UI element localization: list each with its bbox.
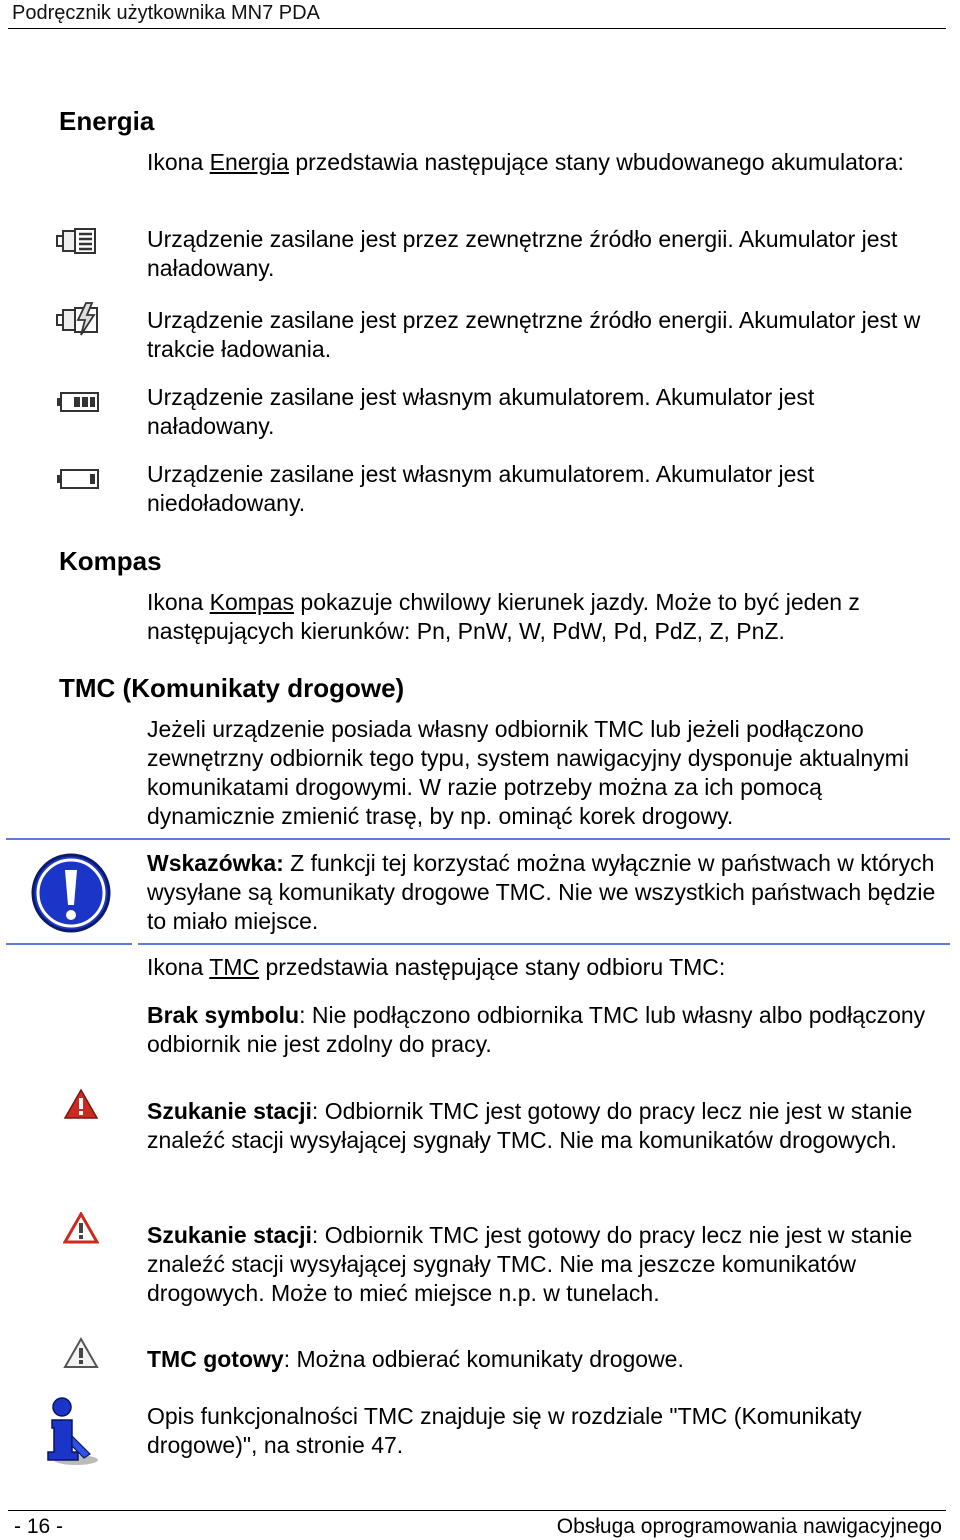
section-heading-tmc: TMC (Komunikaty drogowe) (59, 673, 405, 703)
exclamation-icon (30, 852, 112, 934)
energia-state-3: Urządzenie zasilane jest własnym akumulatorem. Akumulator jest naładowany. (147, 384, 815, 439)
tmc-info: Opis funkcjonalności TMC znajduje się w rozdziale "TMC (Komunikaty drogowe)", na stronie 47. (147, 1403, 862, 1458)
tip-label: Wskazówka: (147, 850, 284, 876)
footer-chapter: Obsługa oprogramowania nawigacyjnego (556, 1515, 942, 1538)
tmc-intro: Jeżeli urządzenie posiada własny odbiornik TMC lub jeżeli podłączono zewnętrzny odbiornik tego typu, system nawigacyjny dysponuje aktualnymi komunikatami drogowymi. W razie potrzeby można za ich pomocą dynamicznie zmienić trasę, by np. ominąć korek drogowy. (147, 716, 909, 829)
tmc-link[interactable]: TMC (209, 954, 260, 980)
tmc-icon-intro: Ikona TMC przedstawia następujące stany odbioru TMC: (147, 954, 726, 980)
energia-intro: Ikona Energia przedstawia następujące stany wbudowanego akumulatora: (147, 149, 904, 175)
warning-red-icon (63, 1088, 99, 1120)
footer-rule (8, 1510, 946, 1511)
kompas-intro: Ikona Kompas pokazuje chwilowy kierunek jazdy. Może to być jeden z następujących kierunków: Pn, PnW, W, PdW, Pd, PdZ, Z, PnZ. (147, 589, 860, 644)
page-number: - 16 - (14, 1515, 64, 1538)
energia-state-4: Urządzenie zasilane jest własnym akumulatorem. Akumulator jest niedoładowany. (147, 461, 815, 516)
section-heading-kompas: Kompas (59, 546, 162, 576)
plug-full-icon (56, 226, 98, 256)
warning-gray-icon (63, 1337, 99, 1369)
battery-full-icon (56, 391, 100, 413)
energia-state-2: Urządzenie zasilane jest przez zewnętrzne źródło energii. Akumulator jest w trakcie ładowania. (147, 307, 921, 362)
tmc-no-symbol: Brak symbolu: Nie podłączono odbiornika TMC lub własny albo podłączony odbiornik nie jest zdolny do pracy. (147, 1002, 926, 1057)
tip-top-rule (6, 838, 950, 840)
plug-charging-icon (56, 302, 100, 336)
energia-state-1: Urządzenie zasilane jest przez zewnętrzne źródło energii. Akumulator jest naładowany. (147, 226, 898, 281)
tmc-state-1: Szukanie stacji: Odbiornik TMC jest gotowy do pracy lecz nie jest w stanie znaleźć stacji wysyłającej sygnały TMC. Nie ma komunikatów drogowych. (147, 1098, 913, 1153)
tip-bottom-rule-left (6, 943, 132, 945)
kompas-link[interactable]: Kompas (209, 589, 295, 615)
tmc-state-2: Szukanie stacji: Odbiornik TMC jest gotowy do pracy lecz nie jest w stanie znaleźć stacji wysyłającej sygnały TMC. Nie ma jeszcze komunikatów drogowych. Może to mieć miejsce n.p. w tunelach. (147, 1222, 913, 1306)
tip-text: Wskazówka: Z funkcji tej korzystać można wyłącznie w państwach w których wysyłane są komunikaty drogowe TMC. Nie we wszystkich państwach będzie to miało miejsce. (147, 850, 936, 934)
tmc-state-3: TMC gotowy: Można odbierać komunikaty drogowe. (147, 1346, 684, 1372)
info-figure-icon (38, 1396, 102, 1466)
tip-bottom-rule-right (138, 943, 950, 945)
warning-red-outline-icon (63, 1212, 99, 1244)
energia-link[interactable]: Energia (209, 149, 289, 175)
header-rule (8, 28, 946, 29)
section-heading-energia: Energia (59, 106, 155, 136)
battery-low-icon (56, 468, 100, 490)
running-header: Podręcznik użytkownika MN7 PDA (12, 2, 320, 24)
